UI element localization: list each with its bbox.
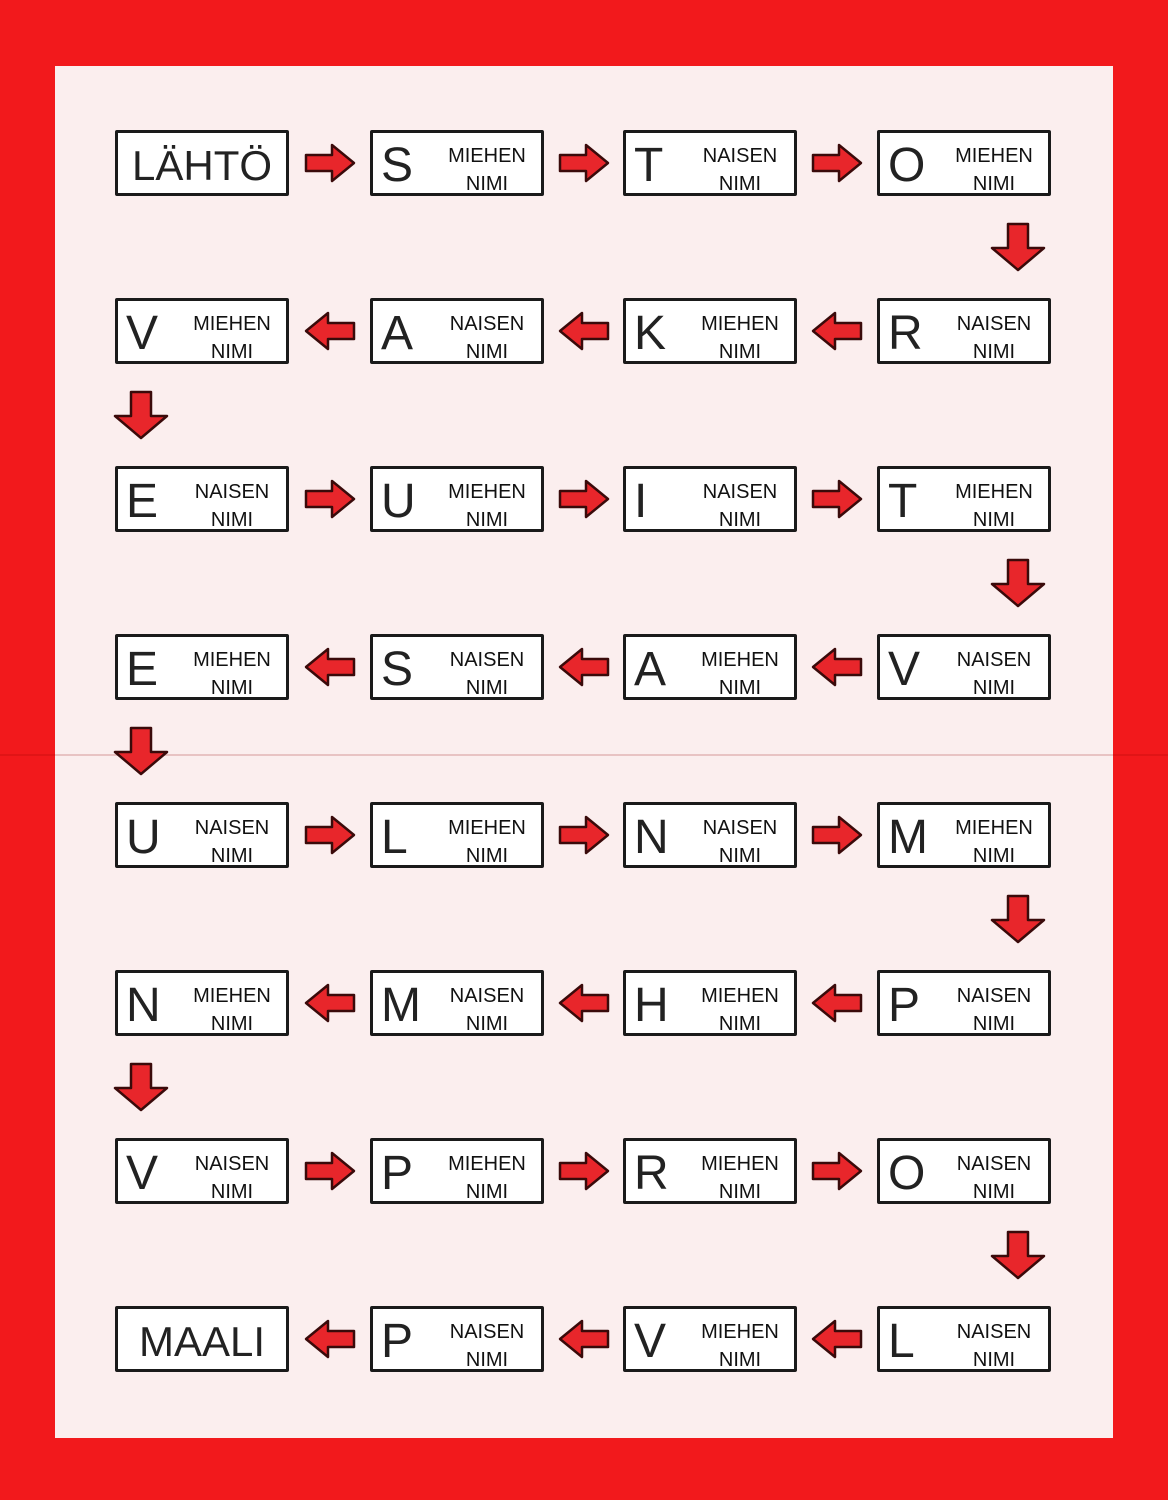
category-word: NIMI <box>972 1349 1016 1371</box>
category-word: NAISEN <box>449 985 525 1007</box>
cell-category <box>437 646 537 702</box>
category-word: NIMI <box>210 1013 254 1035</box>
category-word: NIMI <box>718 677 762 699</box>
arrow-right-icon <box>811 1151 863 1191</box>
cell-category <box>690 646 790 702</box>
cell-category <box>690 142 790 198</box>
cell-letter: L <box>888 1315 915 1368</box>
category-word: NIMI <box>465 677 509 699</box>
cell-letter: R <box>888 307 923 360</box>
category-word: NAISEN <box>449 313 525 335</box>
cell-letter: O <box>888 139 926 192</box>
cell-letter: N <box>634 811 669 864</box>
board-cell <box>370 466 544 532</box>
cell-letter: A <box>381 307 414 360</box>
cell-category <box>437 1318 537 1374</box>
board-cell <box>877 1306 1051 1372</box>
cell-category <box>437 478 537 534</box>
cell-letter: S <box>381 139 414 192</box>
board-cell <box>115 802 289 868</box>
arrow-down-icon <box>990 894 1046 944</box>
category-word: NIMI <box>465 341 509 363</box>
category-word: MIEHEN <box>448 145 526 167</box>
cell-letter: P <box>381 1315 414 1368</box>
category-word: NIMI <box>465 845 509 867</box>
arrow-down-icon <box>113 1062 169 1112</box>
cell-category <box>944 982 1044 1038</box>
category-word: NIMI <box>718 173 762 195</box>
board-cell <box>370 1138 544 1204</box>
arrow-left-icon <box>558 647 610 687</box>
board-cell <box>877 298 1051 364</box>
arrow-left-icon <box>811 1319 863 1359</box>
category-word: NIMI <box>972 845 1016 867</box>
category-word: MIEHEN <box>193 313 271 335</box>
category-word: NAISEN <box>956 1153 1032 1175</box>
board-cell <box>115 466 289 532</box>
category-word: NIMI <box>718 845 762 867</box>
cell-category <box>182 478 282 534</box>
arrow-left-icon <box>558 311 610 351</box>
cell-letter: R <box>634 1147 669 1200</box>
category-word: NIMI <box>718 1013 762 1035</box>
cell-letter: L <box>381 811 408 864</box>
cell-category <box>437 982 537 1038</box>
category-word: NAISEN <box>956 985 1032 1007</box>
cell-letter: I <box>634 475 648 528</box>
arrow-left-icon <box>811 647 863 687</box>
start-cell <box>115 130 289 196</box>
arrow-down-icon <box>990 1230 1046 1280</box>
arrow-down-icon <box>113 390 169 440</box>
category-word: NIMI <box>972 509 1016 531</box>
cell-category <box>690 1318 790 1374</box>
cell-category <box>944 478 1044 534</box>
cell-category <box>182 310 282 366</box>
board-cell <box>370 1306 544 1372</box>
cell-letter: U <box>381 475 416 528</box>
cell-category <box>944 1150 1044 1206</box>
arrow-left-icon <box>558 983 610 1023</box>
category-word: NIMI <box>972 1013 1016 1035</box>
finish-cell <box>115 1306 289 1372</box>
cell-letter: S <box>381 643 414 696</box>
cell-category <box>182 814 282 870</box>
category-word: MIEHEN <box>701 1321 779 1343</box>
category-word: MIEHEN <box>448 481 526 503</box>
category-word: MIEHEN <box>955 481 1033 503</box>
category-word: MIEHEN <box>955 817 1033 839</box>
board-cell <box>877 466 1051 532</box>
category-word: NAISEN <box>702 817 778 839</box>
category-word: MIEHEN <box>448 817 526 839</box>
cell-category <box>944 814 1044 870</box>
cell-letter: U <box>126 811 161 864</box>
category-word: NAISEN <box>956 1321 1032 1343</box>
cell-category <box>690 310 790 366</box>
category-word: NIMI <box>210 509 254 531</box>
arrow-left-icon <box>304 647 356 687</box>
arrow-right-icon <box>304 143 356 183</box>
cell-letter: V <box>126 307 159 360</box>
board-cell <box>370 298 544 364</box>
board-cell <box>877 970 1051 1036</box>
board-cell <box>623 1138 797 1204</box>
category-word: MIEHEN <box>701 985 779 1007</box>
cell-category <box>437 142 537 198</box>
board-cell <box>623 970 797 1036</box>
arrow-right-icon <box>304 479 356 519</box>
board-cell <box>623 1306 797 1372</box>
board-cell <box>623 802 797 868</box>
cell-category <box>690 1150 790 1206</box>
cell-category <box>182 1150 282 1206</box>
category-word: NIMI <box>718 341 762 363</box>
category-word: NIMI <box>465 173 509 195</box>
category-word: NIMI <box>210 677 254 699</box>
category-word: NIMI <box>972 1181 1016 1203</box>
cell-category <box>690 814 790 870</box>
board-cell <box>115 970 289 1036</box>
board-cell <box>623 130 797 196</box>
board-cell <box>877 1138 1051 1204</box>
cell-category <box>437 814 537 870</box>
board-cell <box>115 634 289 700</box>
cell-category <box>182 646 282 702</box>
category-word: NIMI <box>210 845 254 867</box>
board-cell <box>370 970 544 1036</box>
arrow-right-icon <box>558 815 610 855</box>
category-word: NIMI <box>465 1181 509 1203</box>
cell-category <box>690 478 790 534</box>
category-word: NIMI <box>210 341 254 363</box>
cell-category <box>944 142 1044 198</box>
cell-category <box>944 646 1044 702</box>
arrow-right-icon <box>558 143 610 183</box>
category-word: NAISEN <box>194 1153 270 1175</box>
cell-letter: M <box>381 979 421 1032</box>
cell-category <box>690 982 790 1038</box>
cell-category <box>437 1150 537 1206</box>
category-word: MIEHEN <box>701 649 779 671</box>
cell-letter: H <box>634 979 669 1032</box>
cell-category <box>182 982 282 1038</box>
category-word: NAISEN <box>194 817 270 839</box>
arrow-right-icon <box>811 143 863 183</box>
arrow-down-icon <box>990 222 1046 272</box>
category-word: NIMI <box>718 509 762 531</box>
board-cell <box>370 130 544 196</box>
endpoint-label: MAALI <box>138 1318 266 1365</box>
category-word: MIEHEN <box>193 985 271 1007</box>
board-cell <box>115 298 289 364</box>
board-cell <box>623 634 797 700</box>
category-word: NIMI <box>465 1013 509 1035</box>
cell-letter: E <box>126 643 159 696</box>
cell-letter: V <box>634 1315 667 1368</box>
category-word: NAISEN <box>702 481 778 503</box>
arrow-right-icon <box>304 1151 356 1191</box>
arrow-right-icon <box>811 479 863 519</box>
category-word: NIMI <box>972 677 1016 699</box>
board-cell <box>623 466 797 532</box>
board-cell <box>370 802 544 868</box>
category-word: MIEHEN <box>448 1153 526 1175</box>
arrow-down-icon <box>990 558 1046 608</box>
cell-letter: P <box>888 979 921 1032</box>
cell-letter: P <box>381 1147 414 1200</box>
cell-letter: N <box>126 979 161 1032</box>
category-word: MIEHEN <box>701 1153 779 1175</box>
arrow-left-icon <box>304 1319 356 1359</box>
category-word: NAISEN <box>194 481 270 503</box>
category-word: MIEHEN <box>701 313 779 335</box>
cell-letter: A <box>634 643 667 696</box>
category-word: NIMI <box>465 509 509 531</box>
board-cell <box>877 802 1051 868</box>
arrow-right-icon <box>811 815 863 855</box>
category-word: NAISEN <box>449 1321 525 1343</box>
category-word: NIMI <box>972 173 1016 195</box>
endpoint-label: LÄHTÖ <box>131 142 273 189</box>
arrow-left-icon <box>811 311 863 351</box>
arrow-right-icon <box>558 479 610 519</box>
category-word: NIMI <box>210 1181 254 1203</box>
arrow-left-icon <box>304 311 356 351</box>
category-word: NAISEN <box>956 649 1032 671</box>
arrow-left-icon <box>811 983 863 1023</box>
category-word: NIMI <box>718 1349 762 1371</box>
cell-category <box>944 310 1044 366</box>
category-word: MIEHEN <box>193 649 271 671</box>
cell-letter: T <box>634 139 664 192</box>
category-word: NIMI <box>718 1181 762 1203</box>
cell-letter: V <box>126 1147 159 1200</box>
arrow-left-icon <box>304 983 356 1023</box>
cell-category <box>437 310 537 366</box>
arrow-right-icon <box>558 1151 610 1191</box>
cell-letter: K <box>634 307 667 360</box>
board-cell <box>623 298 797 364</box>
category-word: NIMI <box>465 1349 509 1371</box>
board-cell <box>877 634 1051 700</box>
board-cell <box>877 130 1051 196</box>
cell-category <box>944 1318 1044 1374</box>
cell-letter: M <box>888 811 928 864</box>
cell-letter: E <box>126 475 159 528</box>
arrow-down-icon <box>113 726 169 776</box>
arrow-left-icon <box>558 1319 610 1359</box>
category-word: NIMI <box>972 341 1016 363</box>
cell-letter: T <box>888 475 918 528</box>
board-cell <box>370 634 544 700</box>
cell-letter: O <box>888 1147 926 1200</box>
category-word: NAISEN <box>956 313 1032 335</box>
category-word: MIEHEN <box>955 145 1033 167</box>
arrow-right-icon <box>304 815 356 855</box>
category-word: NAISEN <box>449 649 525 671</box>
category-word: NAISEN <box>702 145 778 167</box>
cell-letter: V <box>888 643 921 696</box>
board-cell <box>115 1138 289 1204</box>
